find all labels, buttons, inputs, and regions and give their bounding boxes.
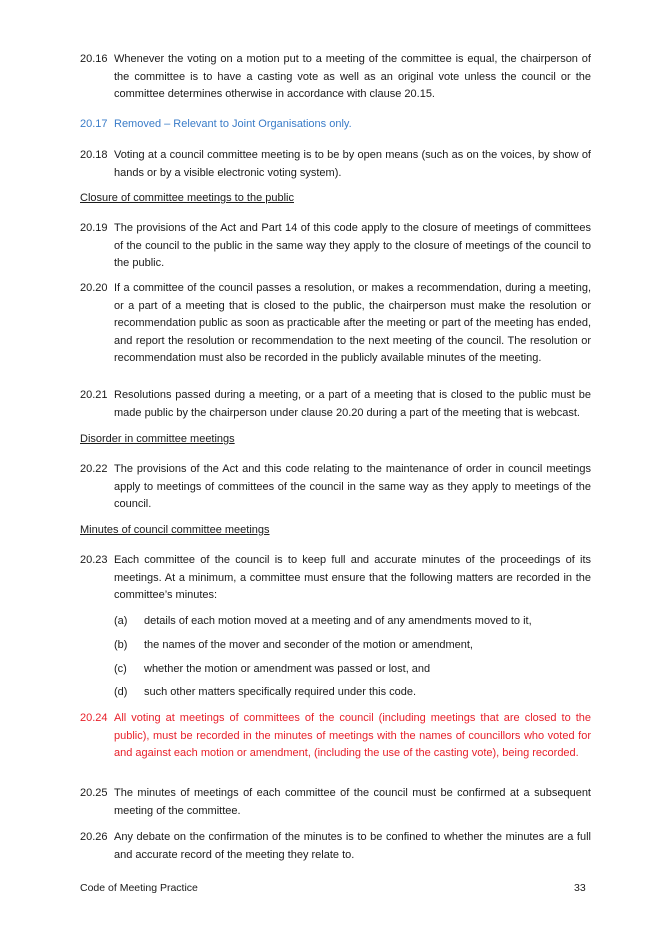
clause-text: All voting at meetings of committees of the council (including meetings that are closed to the public), must be recorded in the minutes of meetings with the names of councillors who voted for and against each motion or amendment, (including the use of the casting vote), being recorded. <box>114 712 591 759</box>
section-heading-minutes: Minutes of council committee meetings <box>80 524 270 536</box>
list-item-letter: (b) <box>114 639 128 651</box>
clause-20-17 <box>80 116 591 134</box>
clause-text: The provisions of the Act and this code relating to the maintenance of order in council meetings apply to meetings of committees of the council in the same way as they apply to meetings of the council. <box>114 463 591 510</box>
clause-20-25 <box>80 785 591 820</box>
clause-20-20 <box>80 280 591 368</box>
clause-number: 20.25 <box>80 787 108 799</box>
section-heading-disorder: Disorder in committee meetings <box>80 433 235 445</box>
list-item-text: details of each motion moved at a meeting and of any amendments moved to it, <box>144 615 532 627</box>
clause-number: 20.22 <box>80 463 108 475</box>
clause-text: Resolutions passed during a meeting, or a part of a meeting that is closed to the public must be made public by the chairperson under clause 20.20 during a part of the meeting that is webcast. <box>114 389 591 419</box>
clause-text: Any debate on the confirmation of the minutes is to be confined to whether the minutes are a full and accurate record of the meeting they relate to. <box>114 831 591 861</box>
clause-20-16 <box>80 51 591 104</box>
clause-20-18 <box>80 147 591 182</box>
section-heading-closure: Closure of committee meetings to the public <box>80 192 294 204</box>
clause-text: Whenever the voting on a motion put to a meeting of the committee is equal, the chairperson of the committee is to have a casting vote as well as an original vote unless the council or the committee determines otherwise in accordance with clause 20.15. <box>114 53 591 100</box>
clause-20-23 <box>80 552 591 605</box>
clause-text: Voting at a council committee meeting is to be by open means (such as on the voices, by show of hands or by a visible electronic voting system). <box>114 149 591 179</box>
clause-number: 20.18 <box>80 149 108 161</box>
clause-20-22 <box>80 461 591 514</box>
clause-text: The provisions of the Act and Part 14 of this code apply to the closure of meetings of committees of the council to the public in the same way they apply to the closure of meetings of the council to the public. <box>114 222 591 269</box>
clause-number: 20.24 <box>80 712 108 724</box>
clause-20-21 <box>80 387 591 422</box>
clause-number: 20.20 <box>80 282 108 294</box>
clause-number: 20.19 <box>80 222 108 234</box>
list-item-letter: (d) <box>114 686 128 698</box>
list-item-text: the names of the mover and seconder of the motion or amendment, <box>144 639 473 651</box>
list-item-letter: (a) <box>114 615 128 627</box>
clause-text: If a committee of the council passes a resolution, or makes a recommendation, during a meeting, or a part of a meeting that is closed to the public, the chairperson must make the resolution or recommendation public as soon as practicable after the meeting or part of the meeting has ended, and report the resolution or recommendation to the next meeting of the council. The resolution or recommendation must also be recorded in the publicly available minutes of the meeting. <box>114 282 591 364</box>
list-item-text: whether the motion or amendment was passed or lost, and <box>144 663 431 675</box>
clause-number: 20.16 <box>80 53 108 65</box>
page-number: 33 <box>574 882 586 894</box>
clause-number: 20.23 <box>80 554 108 566</box>
clause-text: The minutes of meetings of each committee of the council must be confirmed at a subsequent meeting of the committee. <box>114 787 591 817</box>
clause-text: Removed – Relevant to Joint Organisations only. <box>114 118 352 130</box>
clause-20-24 <box>80 710 591 763</box>
footer-title: Code of Meeting Practice <box>80 882 198 894</box>
list-item-text: such other matters specifically required under this code. <box>144 686 417 698</box>
clause-text: Each committee of the council is to keep full and accurate minutes of the proceedings of its meetings. At a minimum, a committee must ensure that the following matters are recorded in the committee’s minutes: <box>114 554 591 601</box>
clause-20-26 <box>80 829 591 864</box>
clause-number: 20.26 <box>80 831 108 843</box>
clause-20-19 <box>80 220 591 273</box>
clause-number: 20.21 <box>80 389 108 401</box>
clause-number: 20.17 <box>80 118 108 130</box>
list-item-letter: (c) <box>114 663 127 675</box>
